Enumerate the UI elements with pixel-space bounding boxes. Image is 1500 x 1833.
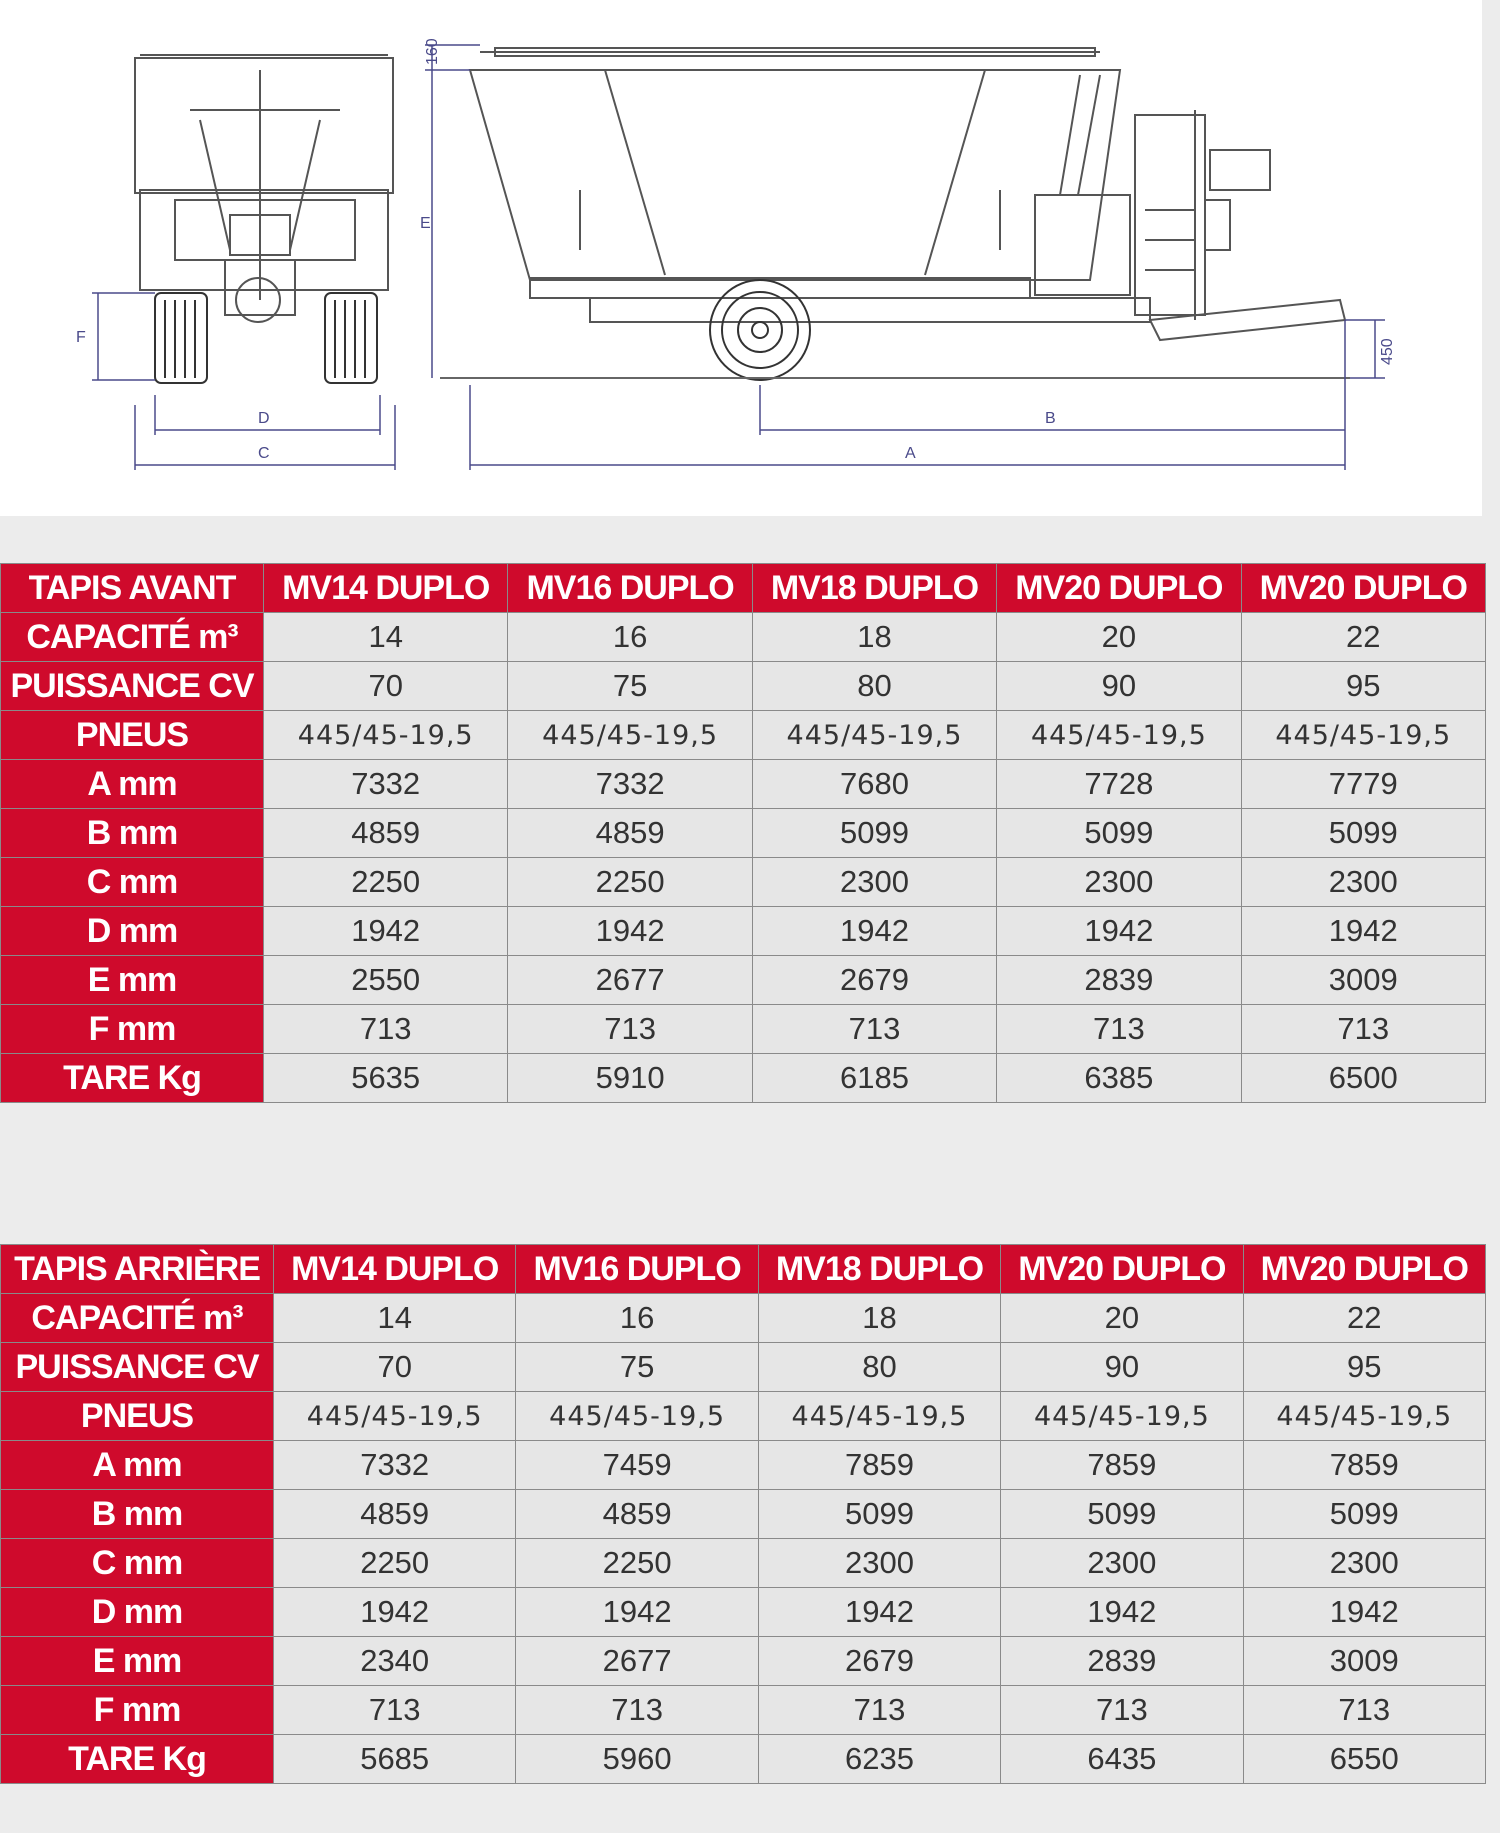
dim-label-b: B [1045, 410, 1056, 427]
table-cell: 445/45-19,5 [758, 1392, 1000, 1441]
table-cell: 4859 [274, 1490, 516, 1539]
mixer-wagon-drawing [0, 0, 1482, 516]
row-label: F mm [1, 1005, 264, 1054]
model-header: MV14 DUPLO [264, 564, 508, 613]
table-cell: 3009 [1241, 956, 1485, 1005]
table-cell: 14 [264, 613, 508, 662]
table-cell: 713 [516, 1686, 758, 1735]
dim-label-f: F [76, 329, 86, 346]
table-cell: 445/45-19,5 [264, 711, 508, 760]
table-cell: 75 [508, 662, 752, 711]
table-cell: 713 [264, 1005, 508, 1054]
table-cell: 445/45-19,5 [508, 711, 752, 760]
table-cell: 2550 [264, 956, 508, 1005]
table-cell: 6385 [997, 1054, 1241, 1103]
table-cell: 5099 [1243, 1490, 1485, 1539]
table-cell: 1942 [1243, 1588, 1485, 1637]
table-row [1, 1054, 1486, 1103]
table-cell: 7332 [274, 1441, 516, 1490]
model-header: MV16 DUPLO [516, 1245, 758, 1294]
model-header: MV18 DUPLO [758, 1245, 1000, 1294]
table-cell: 445/45-19,5 [1243, 1392, 1485, 1441]
table-cell: 1942 [1241, 907, 1485, 956]
table-cell: 90 [997, 662, 1241, 711]
table-cell: 7859 [1001, 1441, 1243, 1490]
row-label: E mm [1, 1637, 274, 1686]
table-cell: 22 [1241, 613, 1485, 662]
table-cell: 2250 [274, 1539, 516, 1588]
table-cell: 5960 [516, 1735, 758, 1784]
table-row [1, 613, 1486, 662]
dimension-lines [92, 45, 1385, 470]
table-cell: 22 [1243, 1294, 1485, 1343]
table-cell: 1942 [508, 907, 752, 956]
table-cell: 5099 [1001, 1490, 1243, 1539]
table-cell: 1942 [264, 907, 508, 956]
dimension-labels [76, 38, 1396, 462]
table-cell: 2839 [997, 956, 1241, 1005]
table-cell: 445/45-19,5 [274, 1392, 516, 1441]
side-wheel [710, 280, 810, 380]
table-cell: 1942 [1001, 1588, 1243, 1637]
table-row [1, 1588, 1486, 1637]
table-cell: 5635 [264, 1054, 508, 1103]
dim-label-d: D [258, 410, 270, 427]
table-cell: 6235 [758, 1735, 1000, 1784]
table-cell: 1942 [758, 1588, 1000, 1637]
table-cell: 4859 [516, 1490, 758, 1539]
table-cell: 7728 [997, 760, 1241, 809]
table-cell: 95 [1243, 1343, 1485, 1392]
model-header: MV20 DUPLO [1241, 564, 1485, 613]
table-cell: 7459 [516, 1441, 758, 1490]
table-cell: 16 [516, 1294, 758, 1343]
table-cell: 445/45-19,5 [1241, 711, 1485, 760]
table-cell: 80 [758, 1343, 1000, 1392]
table-cell: 6185 [752, 1054, 996, 1103]
table-cell: 2677 [508, 956, 752, 1005]
table-row [1, 809, 1486, 858]
table-cell: 2300 [752, 858, 996, 907]
row-label: TARE Kg [1, 1735, 274, 1784]
table-cell: 2250 [516, 1539, 758, 1588]
side-view [470, 48, 1345, 340]
table-cell: 5910 [508, 1054, 752, 1103]
table-header-row [1, 1245, 1486, 1294]
spec-table-tapis-arriere [0, 1244, 1486, 1784]
table-row [1, 1539, 1486, 1588]
table-cell: 2679 [758, 1637, 1000, 1686]
table-cell: 2677 [516, 1637, 758, 1686]
table-row [1, 662, 1486, 711]
table-title: TAPIS ARRIÈRE [1, 1245, 274, 1294]
table-cell: 2300 [1241, 858, 1485, 907]
row-label: PUISSANCE CV [1, 1343, 274, 1392]
dim-label-160: 160 [424, 38, 441, 65]
table-cell: 7859 [758, 1441, 1000, 1490]
table-row [1, 1441, 1486, 1490]
table-cell: 2340 [274, 1637, 516, 1686]
table-cell: 20 [1001, 1294, 1243, 1343]
row-label: B mm [1, 809, 264, 858]
table-cell: 18 [752, 613, 996, 662]
table-cell: 713 [508, 1005, 752, 1054]
table-cell: 14 [274, 1294, 516, 1343]
table-row [1, 760, 1486, 809]
table-cell: 713 [1241, 1005, 1485, 1054]
table-row [1, 1343, 1486, 1392]
table-cell: 70 [274, 1343, 516, 1392]
table-cell: 5685 [274, 1735, 516, 1784]
table-cell: 2250 [264, 858, 508, 907]
table-cell: 7859 [1243, 1441, 1485, 1490]
table-row [1, 1294, 1486, 1343]
table-cell: 4859 [508, 809, 752, 858]
table-cell: 713 [758, 1686, 1000, 1735]
table-cell: 95 [1241, 662, 1485, 711]
table-cell: 5099 [1241, 809, 1485, 858]
table-row [1, 1735, 1486, 1784]
model-header: MV14 DUPLO [274, 1245, 516, 1294]
spec-table-tapis-avant [0, 563, 1486, 1103]
row-label: D mm [1, 1588, 274, 1637]
table-cell: 445/45-19,5 [1001, 1392, 1243, 1441]
table-cell: 445/45-19,5 [752, 711, 996, 760]
table-cell: 20 [997, 613, 1241, 662]
table-cell: 7779 [1241, 760, 1485, 809]
table-cell: 713 [1001, 1686, 1243, 1735]
table-cell: 16 [508, 613, 752, 662]
table-row [1, 858, 1486, 907]
table-cell: 5099 [758, 1490, 1000, 1539]
table-cell: 2839 [1001, 1637, 1243, 1686]
table-cell: 6500 [1241, 1054, 1485, 1103]
row-label: PNEUS [1, 711, 264, 760]
table-cell: 6435 [1001, 1735, 1243, 1784]
table-cell: 713 [997, 1005, 1241, 1054]
table-cell: 2300 [758, 1539, 1000, 1588]
row-label: A mm [1, 760, 264, 809]
row-label: C mm [1, 858, 264, 907]
row-label: D mm [1, 907, 264, 956]
table-cell: 7680 [752, 760, 996, 809]
row-label: B mm [1, 1490, 274, 1539]
dim-label-a: A [905, 445, 916, 462]
model-header: MV18 DUPLO [752, 564, 996, 613]
table-cell: 445/45-19,5 [997, 711, 1241, 760]
model-header: MV16 DUPLO [508, 564, 752, 613]
table-cell: 2250 [508, 858, 752, 907]
table-cell: 445/45-19,5 [516, 1392, 758, 1441]
table-row [1, 1637, 1486, 1686]
table-cell: 2300 [1243, 1539, 1485, 1588]
table-cell: 2300 [997, 858, 1241, 907]
row-label: A mm [1, 1441, 274, 1490]
dim-label-e: E [420, 215, 431, 232]
table-row [1, 956, 1486, 1005]
row-label: PUISSANCE CV [1, 662, 264, 711]
front-view [135, 55, 393, 322]
table-cell: 713 [274, 1686, 516, 1735]
technical-drawing [0, 0, 1482, 516]
table-row [1, 711, 1486, 760]
table-row [1, 1392, 1486, 1441]
front-wheels [155, 293, 377, 383]
table-cell: 7332 [264, 760, 508, 809]
table-cell: 6550 [1243, 1735, 1485, 1784]
table-cell: 5099 [752, 809, 996, 858]
table-cell: 5099 [997, 809, 1241, 858]
dim-label-c: C [258, 445, 270, 462]
table-cell: 75 [516, 1343, 758, 1392]
row-label: E mm [1, 956, 264, 1005]
row-label: CAPACITÉ m³ [1, 613, 264, 662]
model-header: MV20 DUPLO [1001, 1245, 1243, 1294]
table-cell: 2300 [1001, 1539, 1243, 1588]
table-cell: 4859 [264, 809, 508, 858]
table-cell: 1942 [274, 1588, 516, 1637]
model-header: MV20 DUPLO [997, 564, 1241, 613]
dim-label-450: 450 [1379, 338, 1396, 365]
table-title: TAPIS AVANT [1, 564, 264, 613]
table-row [1, 907, 1486, 956]
table-cell: 90 [1001, 1343, 1243, 1392]
table-cell: 1942 [752, 907, 996, 956]
table-cell: 2679 [752, 956, 996, 1005]
row-label: F mm [1, 1686, 274, 1735]
row-label: C mm [1, 1539, 274, 1588]
table-cell: 713 [1243, 1686, 1485, 1735]
row-label: PNEUS [1, 1392, 274, 1441]
table-row [1, 1005, 1486, 1054]
table-cell: 18 [758, 1294, 1000, 1343]
table-cell: 1942 [997, 907, 1241, 956]
row-label: CAPACITÉ m³ [1, 1294, 274, 1343]
table-cell: 80 [752, 662, 996, 711]
table-cell: 3009 [1243, 1637, 1485, 1686]
table-row [1, 1686, 1486, 1735]
row-label: TARE Kg [1, 1054, 264, 1103]
table-row [1, 1490, 1486, 1539]
model-header: MV20 DUPLO [1243, 1245, 1485, 1294]
table-cell: 7332 [508, 760, 752, 809]
table-cell: 1942 [516, 1588, 758, 1637]
table-cell: 713 [752, 1005, 996, 1054]
table-cell: 70 [264, 662, 508, 711]
table-header-row [1, 564, 1486, 613]
